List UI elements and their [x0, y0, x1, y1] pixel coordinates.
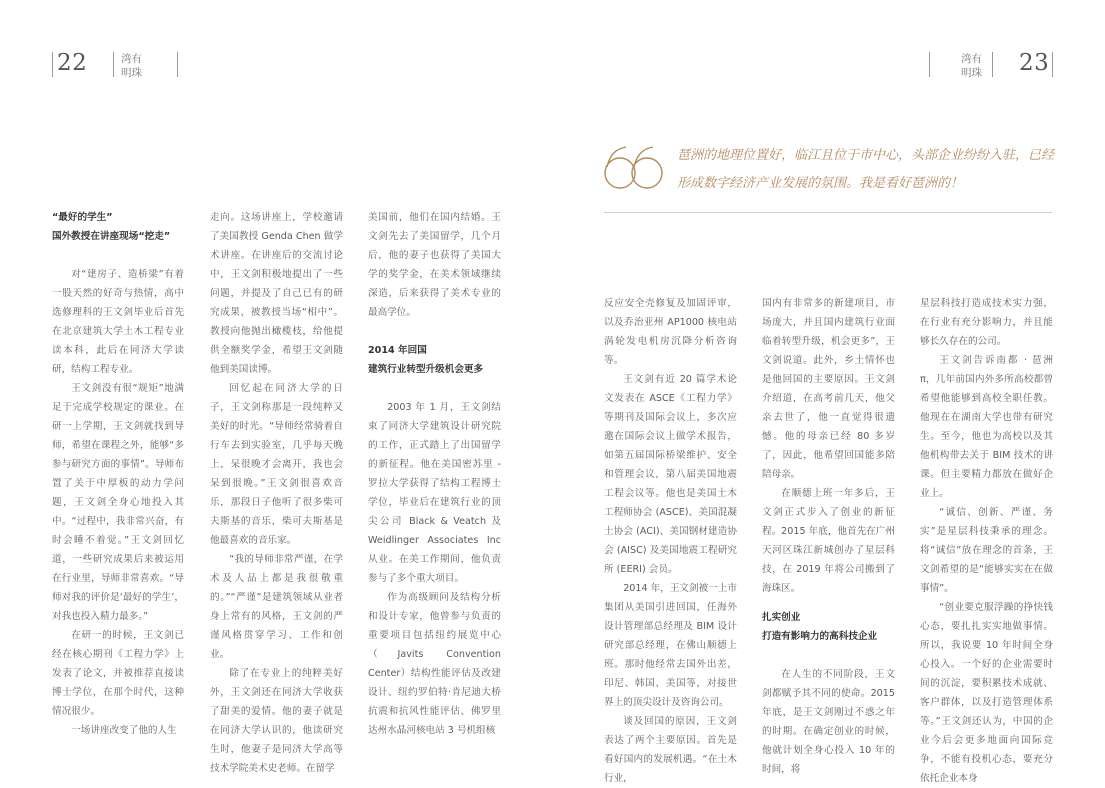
header-divider: [992, 52, 993, 77]
text-column-4: [604, 294, 737, 784]
section-title-right: [961, 52, 982, 80]
text-column-5: [762, 294, 895, 775]
section-heading: 扎实创业: [762, 612, 801, 623]
pull-quote: 琶洲的地理位置好，临江且位于市中心，头部企业纷纷入驻，已经形成数字经济产业发展的氛围。我是看好琶洲的！: [677, 148, 1055, 191]
paragraph: 星层科技打造成技术实力强，在行业有充分影响力，并且能够长久存在的公司。: [920, 298, 1053, 347]
paragraph: 2003 年 1 月，王文剑结束了同济大学建筑设计研究院的工作，正式踏上了出国留学的新征程。他在美国密苏里 - 罗拉大学获得了结构工程博士学位，毕业后在建筑行业的顶尖公司 Black & Veatch 及 Weidlinger Associates Inc 从业。在美工作期间，他负责参与了多个重大项目。: [368, 402, 501, 584]
paragraph: 2014 年，王文剑被一上市集团从美国引进回国，任海外设计管理部总经理及 BIM 设计研究部总经理，在佛山顺德上班。那时他经常去国外出差，印尼、韩国、美国等，对接世界上的顶尖设计及咨询公司。: [604, 583, 737, 708]
paragraph: 王文剑没有很“规矩”地满足于完成学校规定的课业。在研一上学期，王文剑就找到导师，希望在课程之外，能够“多参与研究方面的事情”。导师布置了关于中厚板的动力学问题，王文剑全身心地投入其中。“过程中，我非常兴奋，有时会睡不着觉。”王文剑回忆道，一些研究成果后来被运用在行业里，导师非常喜欢。“导师对我的评价是‘最好的学生’，对我也投入精力最多。”: [52, 383, 184, 622]
paragraph: 回忆起在同济大学的日子，王文剑称那是一段纯粹又美好的时光。“导师经常骑着自行车去到实验室，几乎每天晚上，呆很晚才会离开，我也会呆到很晚。”王文剑很喜欢音乐，那段日子他听了很多柴可夫斯基的音乐，柴可夫斯基是他最喜欢的音乐家。: [210, 383, 343, 546]
paragraph: 谈及回国的原因，王文剑表达了两个主要原因。首先是看好国内的发展机遇。“在土木行业，: [604, 716, 737, 784]
paragraph: 除了在专业上的纯粹美好外，王文剑还在同济大学收获了甜美的爱情。他的妻子就是在同济大学认识的，他读研究生时，他妻子是同济大学高等技术学院美术史老师。在留学: [210, 668, 343, 774]
section-title-left: [121, 52, 142, 80]
section-heading: “最好的学生”: [52, 212, 113, 223]
section-title-line2: 明珠: [121, 67, 142, 79]
paragraph: 走向。这场讲座上，学校邀请了美国教授 Genda Chen 做学术讲座。在讲座后的交流讨论中，王文剑积极地提出了一些问题，并提及了自己已有的研究成果，被教授当场“相中”。教授向他抛出橄榄枝，给他提供全额奖学金，希望王文剑随他到美国读博。: [210, 212, 343, 375]
paragraph: “创业要克服浮躁的挣快钱心态，要扎扎实实地做事情。所以，我说要 10 年时间全身心投入。一个好的企业需要时间的沉淀，要积累技术成就、客户群体，以及打造管理体系等。”王文剑还认为，中国的企业今后会更多地面向国际竞争，不能有投机心态，要充分依托企业本身: [920, 602, 1053, 784]
header-divider: [177, 52, 178, 77]
paragraph: “诚信、创新、严谨、务实”是星层科技秉承的理念。将“诚信”放在理念的首条，王文剑希望的是“能够实实在在做事情”。: [920, 507, 1053, 594]
header-divider: [113, 52, 114, 77]
paragraph: 在研一的时候，王文剑已经在核心期刊《工程力学》上发表了论文，并被推荐直接读博士学位，在那个时代，这种情况很少。: [52, 630, 184, 717]
paragraph: 作为高级顾问及结构分析和设计专家，他曾参与负责的重要项目包括纽约展览中心（Javits Convention Center）结构性能评估及改建设计、纽约罗伯特·肯尼迪大桥抗震和抗风性能评估、佛罗里达州水晶河核电站 3 号机组核: [368, 592, 501, 736]
text-column-3: [368, 208, 501, 748]
text-column-2: [210, 208, 343, 774]
header-divider: [1052, 52, 1053, 77]
quote-mark-icon: [604, 146, 666, 192]
section-title-line1: 湾有: [121, 53, 142, 65]
quote-divider: [604, 212, 1052, 213]
paragraph: 反应安全壳修复及加固评审，以及乔治亚州 AP1000 核电站涡轮发电机房沉降分析咨询等。: [604, 298, 737, 366]
header-divider: [52, 52, 53, 77]
section-subheading: 打造有影响力的高科技企业: [762, 631, 878, 642]
paragraph: 美国前，他们在国内结婚。王文剑先去了美国留学，几个月后，他的妻子也获得了美国大学的奖学金，在美术领域继续深造，后来获得了美术专业的最高学位。: [368, 212, 501, 318]
paragraph: 对“建房子、造桥梁”有着一股天然的好奇与热情，高中选修理科的王文剑毕业后首先在北京建筑大学土木工程专业读本科，此后在同济大学读研，结构工程专业。: [52, 269, 184, 375]
text-column-1: [52, 208, 184, 748]
section-title-line2: 明珠: [961, 67, 982, 79]
section-subheading: 建筑行业转型升级机会更多: [368, 364, 484, 375]
page-number-left: 22: [57, 50, 88, 76]
paragraph: 王文剑有近 20 篇学术论文发表在 ASCE《工程力学》等期刊及国际会议上，多次应邀在国际会议上做学术报告，如第五届国际桥梁维护、安全和管理会议，第八届美国地震工程会议等。他也是美国土木工程师协会 (ASCE)、美国混凝土协会 (ACI)、美国钢材建造协会 (AISC) 及美国地震工程研究所 (EERI) 会员。: [604, 374, 737, 575]
section-heading: 2014 年回国: [368, 345, 427, 356]
paragraph: 在顺德上班一年多后，王文剑正式步入了创业的新征程。2015 年底，他首先在广州天河区珠江新城创办了星层科技，在 2019 年将公司搬到了海珠区。: [762, 488, 895, 594]
section-subheading: 国外教授在讲座现场“挖走”: [52, 231, 171, 242]
page-number-right: 23: [1019, 50, 1050, 76]
paragraph: “我的导师非常严谨，在学术及人品上都是我很敬重的。”“严谨”是建筑领域从业者身上常有的风格，王文剑的严谨风格贯穿学习、工作和创业。: [210, 554, 343, 660]
header-divider: [929, 52, 930, 77]
paragraph: 在人生的不同阶段，王文剑都赋予其不同的使命。2015 年底，是王文剑刚过不惑之年的时期。在确定创业的时候，他就计划全身心投入 10 年的时间，将: [762, 669, 895, 775]
text-column-6: [920, 294, 1053, 784]
paragraph: 国内有非常多的新建项目，市场庞大，并且国内建筑行业面临着转型升级，机会更多”，王文剑说道。此外，乡土情怀也是他回国的主要原因。王文剑介绍道，在高考前几天，他父亲去世了，他一直觉得很遗憾。他的母亲已经 80 多岁了，因此，他希望回国能多陪陪母亲。: [762, 298, 895, 480]
paragraph: 王文剑告诉南都 · 琶洲 π，几年前国内外多所高校都曾希望他能够到高校全职任教。他现在在湖南大学也带有研究生。至今，他也为高校以及其他机构带去关于 BIM 技术的讲课。但主要精力都放在做好企业上。: [920, 355, 1053, 499]
section-title-line1: 湾有: [961, 53, 982, 65]
paragraph: 一场讲座改变了他的人生: [71, 725, 177, 736]
